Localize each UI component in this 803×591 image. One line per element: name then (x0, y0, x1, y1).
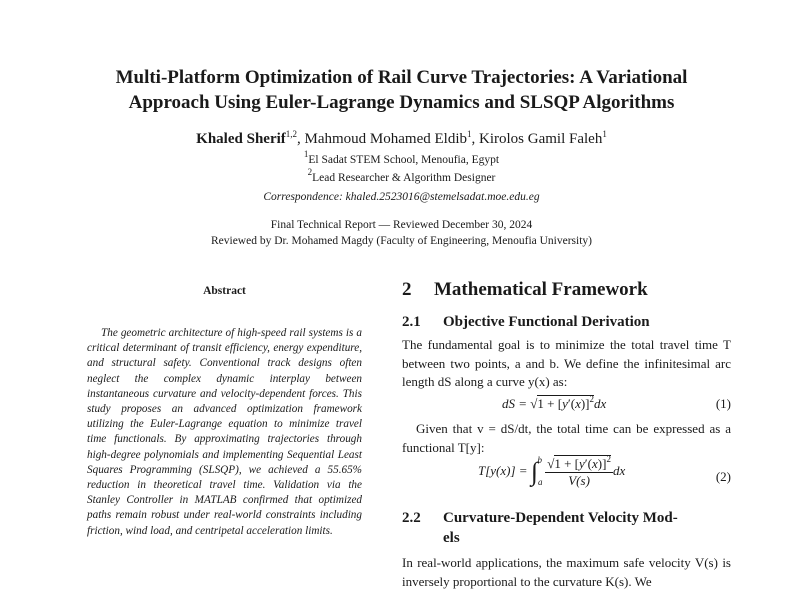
subsection-title: Objective Functional Derivation (443, 314, 650, 330)
equation-time-functional: $T[y(x)] = \int_a^b$ $\frac{√1 + [y'(x)]^2}{V(s)}$ dx (478, 453, 626, 488)
affiliation-sup: 1 (303, 149, 309, 159)
affiliation-2 (0, 167, 803, 184)
subsection-title: Curvature-Dependent Velocity Mod- (443, 510, 678, 526)
author-list: Khaled Sherif$^{1,2}$, Mahmoud Mohamed Eldib$^1$, Kirolos Gamil Faleh$^1$ (196, 129, 607, 147)
equation-arc-length: dS = $√1 + [y'(x)]^2dx$ (502, 394, 607, 411)
section-number: 2 (402, 279, 412, 300)
subsection-title-cont: els (443, 530, 460, 546)
paragraph (402, 420, 731, 457)
subsection-number: 2.2 (402, 510, 421, 526)
paragraph (402, 554, 731, 591)
author-name: Khaled Sherif (196, 131, 286, 147)
paragraph-text: Given that v = dS/dt, the total time can be expressed as a functional T[y]: (402, 421, 731, 455)
equation-2 (402, 455, 731, 499)
affiliation-text: El Sadat STEM School, Menoufia, Egypt (308, 154, 500, 166)
reviewer-line: Reviewed by Dr. Mohamed Magdy (Faculty of Engineering, Menoufia University) (210, 235, 592, 247)
affiliation-sup: 2 (307, 167, 313, 177)
paragraph (402, 336, 731, 392)
equation-number: (1) (715, 396, 731, 411)
paragraph-text: In real-world applications, the maximum safe velocity V(s) is inversely proportional to the curvature K(s). We (402, 555, 731, 589)
equation-1 (402, 393, 731, 417)
subsection-heading (402, 312, 650, 332)
section-title: Mathematical Framework (434, 279, 648, 300)
affiliation-1 (0, 149, 803, 166)
subsection-heading (402, 508, 731, 548)
author-affil-sup: 1 (467, 129, 472, 139)
title-line-1: Multi-Platform Optimization of Rail Curve Trajectories: A Variational (115, 67, 688, 88)
author-name: Kirolos Gamil Faleh (479, 131, 603, 147)
correspondence: Correspondence: khaled.2523016@stemelsadat.moe.edu.eg (263, 191, 540, 203)
paragraph-text: The fundamental goal is to minimize the total travel time T between two points, a and b. We define the infinitesimal arc length dS along a curve y(x) as: (402, 337, 731, 389)
paper-title (0, 65, 803, 115)
affiliation-text: Lead Researcher & Algorithm Designer (312, 172, 496, 184)
section-heading (402, 279, 648, 301)
report-line: Final Technical Report — Reviewed December 30, 2024 (270, 219, 533, 231)
abstract-heading: Abstract (203, 285, 246, 297)
title-line-2: Approach Using Euler-Lagrange Dynamics and SLSQP Algorithms (128, 92, 675, 113)
author-name: Mahmoud Mohamed Eldib (304, 131, 467, 147)
abstract-text: The geometric architecture of high-speed rail systems is a critical determinant of transit efficiency, energy expenditure, and structural safety. Conventional track designs often neglect the complex dynamic interplay between instantaneous curvature and velocity-dependent forces. This study proposes an advanced optimization framework utilizing the Euler-Lagrange equation to minimize travel time functionals. By approximating trajectories through high-degree polynomials and implementing Sequential Least Squares Programming (SLSQP), we achieved a 55.65% reduction in theoretical travel time. Validation via the Stanley Controller in MATLAB confirmed that optimized paths remain robust under real-world constraints including friction, wind load, and centripetal acceleration limits. (87, 327, 362, 537)
equation-number: (2) (715, 469, 731, 484)
subsection-number: 2.1 (402, 314, 421, 330)
abstract-body (87, 326, 362, 539)
author-affil-sup: 1 (602, 129, 607, 139)
author-affil-sup: 1,2 (285, 129, 298, 139)
